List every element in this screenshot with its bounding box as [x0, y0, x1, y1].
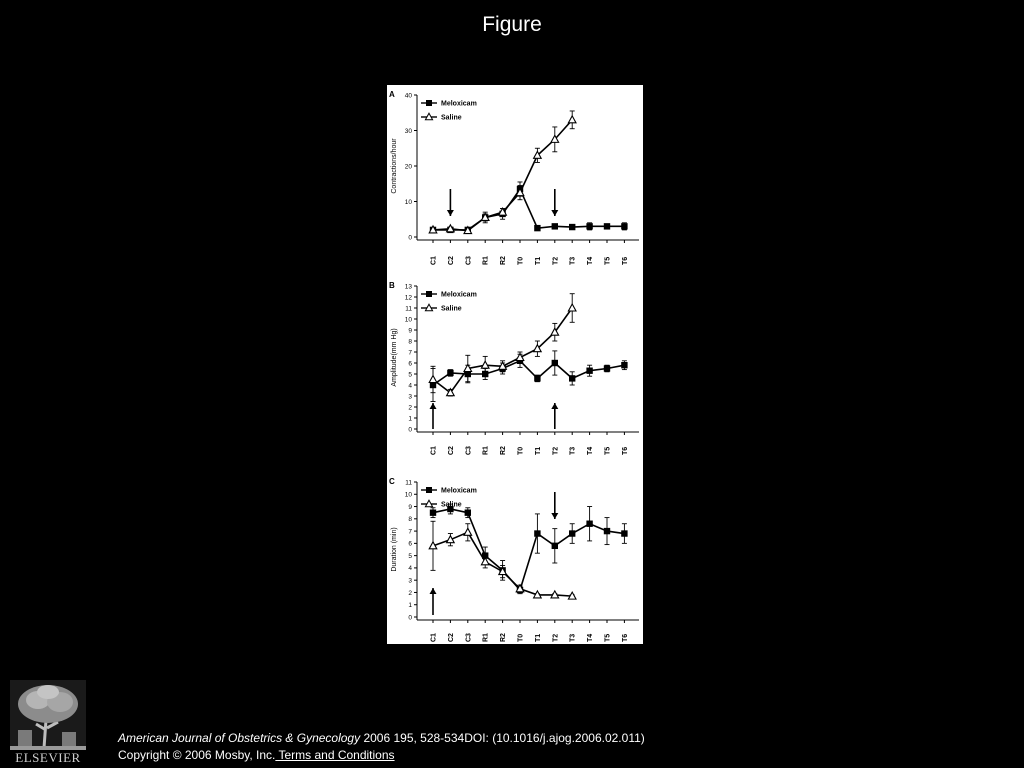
data-point-meloxicam [569, 530, 575, 536]
x-tick-label: T1 [534, 256, 542, 265]
x-tick-label: T4 [587, 256, 595, 265]
elsevier-logo-text: ELSEVIER [15, 750, 81, 765]
x-tick-label: C2 [447, 446, 455, 455]
arrow-head-up [551, 403, 558, 409]
x-tick-label: T6 [621, 446, 629, 455]
arrow-head-down [551, 210, 558, 216]
x-tick-label: T3 [569, 446, 577, 455]
y-tick-label: 6 [408, 540, 412, 548]
data-point-meloxicam [430, 509, 436, 515]
x-tick-label: T0 [517, 446, 525, 455]
y-tick-label: 5 [408, 371, 412, 379]
citation-details: 2006 195, 528-534DOI: (10.1016/j.ajog.2006.02.011) [360, 731, 645, 745]
y-tick-label: 9 [408, 503, 412, 511]
x-tick-label: T4 [587, 633, 595, 642]
data-point-meloxicam [621, 223, 627, 229]
y-tick-label: 8 [408, 338, 412, 346]
x-tick-label: R1 [482, 446, 490, 455]
data-point-meloxicam [534, 225, 540, 231]
legend-marker-meloxicam [426, 100, 432, 106]
x-tick-label: T2 [552, 446, 560, 455]
x-tick-label: R1 [482, 633, 490, 642]
x-tick-label: T4 [587, 446, 595, 455]
x-tick-label: C1 [430, 256, 438, 265]
data-point-meloxicam [465, 509, 471, 515]
data-point-meloxicam [586, 223, 592, 229]
x-tick-label: T0 [517, 633, 525, 642]
data-point-saline [568, 304, 576, 311]
y-tick-label: 1 [408, 602, 412, 610]
legend-label-meloxicam: Meloxicam [441, 100, 477, 108]
y-tick-label: 9 [408, 327, 412, 335]
y-tick-label: 3 [408, 393, 412, 401]
y-axis-label: Duration (min) [391, 527, 398, 572]
x-tick-label: T1 [534, 446, 542, 455]
x-tick-label: R1 [482, 256, 490, 265]
legend-label-meloxicam: Meloxicam [441, 487, 477, 495]
arrow-head-down [551, 513, 558, 519]
x-tick-label: T3 [569, 633, 577, 642]
series-line-meloxicam [433, 361, 624, 385]
y-tick-label: 8 [408, 516, 412, 524]
figure-panel [387, 85, 643, 644]
x-tick-label: C2 [447, 633, 455, 642]
data-point-meloxicam [569, 224, 575, 230]
panel-label-A: A [389, 90, 395, 99]
x-tick-label: T2 [552, 633, 560, 642]
arrow-head-down [447, 210, 454, 216]
y-tick-label: 0 [408, 426, 412, 434]
y-tick-label: 2 [408, 404, 412, 412]
y-tick-label: 11 [405, 305, 412, 313]
x-tick-label: R2 [500, 633, 508, 642]
series-line-meloxicam [433, 189, 624, 230]
legend-label-meloxicam: Meloxicam [441, 291, 477, 299]
y-tick-label: 3 [408, 577, 412, 585]
data-point-meloxicam [534, 375, 540, 381]
terms-and-conditions-link[interactable]: Terms and Conditions [275, 748, 395, 762]
x-tick-label: C3 [465, 256, 473, 265]
citation-journal: American Journal of Obstetrics & Gynecology [118, 731, 361, 745]
x-tick-label: T1 [534, 633, 542, 642]
y-tick-label: 0 [408, 614, 412, 622]
x-tick-label: C1 [430, 633, 438, 642]
x-tick-label: T3 [569, 256, 577, 265]
figure-chart-svg [387, 85, 643, 644]
y-tick-label: 12 [404, 294, 412, 302]
x-tick-label: T6 [621, 256, 629, 265]
y-tick-label: 6 [408, 360, 412, 368]
data-point-meloxicam [621, 530, 627, 536]
x-tick-label: T6 [621, 633, 629, 642]
x-tick-label: R2 [500, 446, 508, 455]
x-tick-label: R2 [500, 256, 508, 265]
y-tick-label: 1 [408, 415, 412, 423]
copyright-line [118, 748, 395, 762]
legend-marker-meloxicam [426, 291, 432, 297]
x-tick-label: T0 [517, 256, 525, 265]
y-tick-label: 7 [408, 349, 412, 357]
y-tick-label: 4 [408, 382, 412, 390]
data-point-saline [568, 116, 576, 123]
data-point-saline [464, 528, 472, 535]
y-tick-label: 4 [408, 565, 412, 573]
y-tick-label: 7 [408, 528, 412, 536]
y-tick-label: 5 [408, 552, 412, 560]
y-tick-label: 2 [408, 589, 412, 597]
data-point-meloxicam [604, 223, 610, 229]
x-tick-label: T5 [604, 256, 612, 265]
series-line-meloxicam [433, 509, 624, 590]
data-point-meloxicam [552, 223, 558, 229]
legend-label-saline: Saline [441, 305, 462, 313]
y-axis-label: Amplitude(mm Hg) [391, 328, 398, 387]
y-tick-label: 20 [404, 163, 412, 171]
data-point-meloxicam [447, 370, 453, 376]
x-tick-label: T5 [604, 633, 612, 642]
data-point-meloxicam [604, 365, 610, 371]
legend-label-saline: Saline [441, 114, 462, 122]
data-point-meloxicam [586, 521, 592, 527]
x-tick-label: T5 [604, 446, 612, 455]
arrow-head-up [430, 403, 437, 409]
legend-marker-meloxicam [426, 487, 432, 493]
x-tick-label: C2 [447, 256, 455, 265]
y-tick-label: 0 [408, 234, 412, 242]
x-tick-label: T2 [552, 256, 560, 265]
y-tick-label: 10 [404, 316, 412, 324]
y-tick-label: 11 [405, 479, 412, 487]
panel-label-B: B [389, 281, 395, 290]
legend-label-saline: Saline [441, 501, 462, 509]
x-tick-label: C3 [465, 446, 473, 455]
y-tick-label: 30 [404, 127, 412, 135]
copyright-text: Copyright © 2006 Mosby, Inc. [118, 748, 276, 762]
y-axis-label: Contractions/hour [391, 138, 398, 194]
elsevier-tree-icon [10, 680, 86, 750]
y-tick-label: 13 [404, 283, 412, 291]
y-tick-label: 10 [404, 198, 412, 206]
data-point-meloxicam [552, 543, 558, 549]
x-tick-label: C3 [465, 633, 473, 642]
panel-label-C: C [389, 477, 395, 486]
data-point-meloxicam [586, 368, 592, 374]
series-line-saline [433, 305, 572, 393]
y-tick-label: 10 [404, 491, 412, 499]
x-tick-label: C1 [430, 446, 438, 455]
data-point-meloxicam [604, 528, 610, 534]
slide-title: Figure [482, 13, 542, 36]
data-point-saline [429, 376, 437, 383]
arrow-head-up [430, 588, 437, 594]
y-tick-label: 40 [404, 92, 412, 100]
data-point-meloxicam [569, 375, 575, 381]
elsevier-logo [10, 680, 86, 766]
data-point-meloxicam [621, 362, 627, 368]
data-point-meloxicam [534, 530, 540, 536]
citation [118, 731, 645, 745]
data-point-meloxicam [552, 360, 558, 366]
